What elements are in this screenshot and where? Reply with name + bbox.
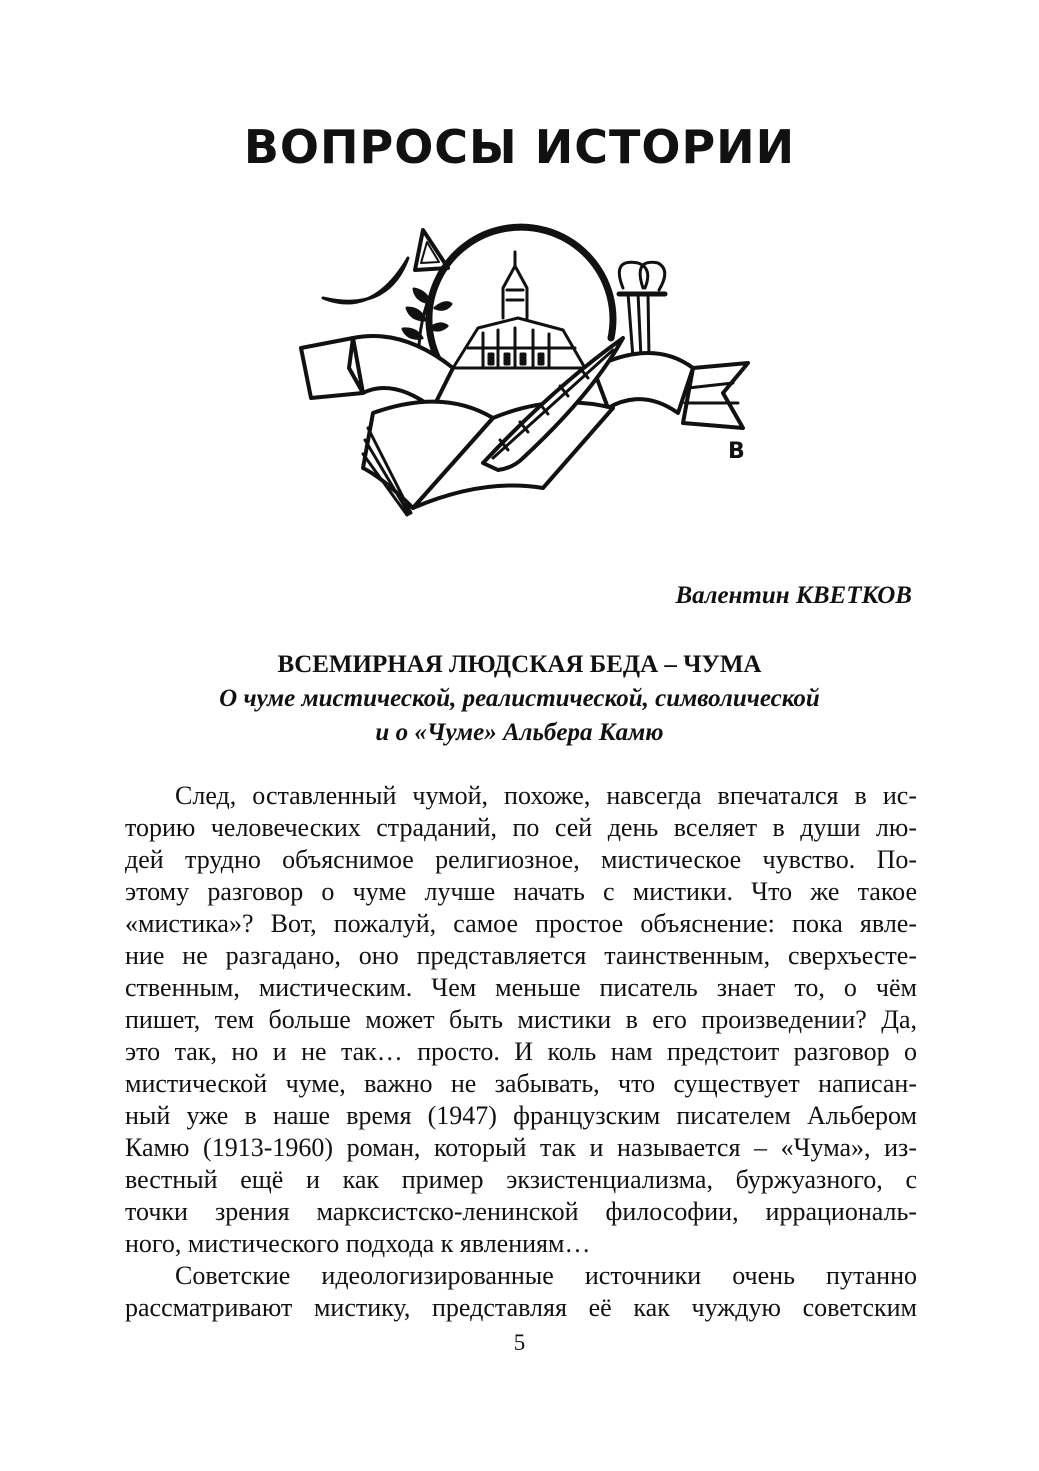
article-subtitle-line2: и о «Чуме» Альбера Камю — [375, 719, 664, 746]
body-line: ный уже в наше время (1947) французским писателем Альбером — [125, 1101, 917, 1130]
body-line: вестный ещё и как пример экзистенциализма, буржуазного, с — [125, 1165, 917, 1194]
body-line: ственным, мистическим. Чем меньше писатель знает то, о чём — [125, 973, 917, 1002]
article-heading — [0, 648, 1039, 750]
emblem-monogram: В — [728, 439, 745, 464]
page-number: 5 — [513, 1330, 526, 1355]
author-name: Валентин КВЕТКОВ — [675, 582, 912, 609]
body-line: пишет, тем больше может быть мистики в его произведении? Да, — [125, 1005, 917, 1034]
article-body — [125, 780, 917, 1324]
body-line: мистической чуме, важно не забывать, что существует написан- — [125, 1069, 917, 1098]
body-line: дей трудно объяснимое религиозное, мистическое чувство. По- — [125, 845, 917, 874]
body-line: Камю (1913-1960) роман, который так и называется – «Чума», из- — [125, 1133, 917, 1162]
article-title: ВСЕМИРНАЯ ЛЮДСКАЯ БЕДА – ЧУМА — [277, 651, 762, 678]
body-line: торию человеческих страданий, по сей день вселяет в души лю- — [125, 813, 917, 842]
body-line: «мистика»? Вот, пожалуй, самое простое объяснение: пока явле- — [125, 909, 917, 938]
body-line: ние не разгадано, оно представляется таинственным, сверхъесте- — [125, 941, 917, 970]
body-line: рассматривают мистику, представляя её как чуждую советским — [125, 1293, 917, 1322]
section-title: ВОПРОСЫ ИСТОРИИ — [243, 120, 796, 174]
body-line: ного, мистического подхода к явлениям… — [125, 1229, 591, 1258]
body-line: это так, но и не так… просто. И коль нам предстоит разговор о — [125, 1037, 917, 1066]
body-line: этому разговор о чуме лучше начать с мистики. Что же такое — [125, 877, 917, 906]
body-line: След, оставленный чумой, похоже, навсегда впечатался в ис- — [175, 781, 917, 810]
history-emblem-illustration — [293, 218, 763, 518]
body-line: точки зрения марксистско-ленинской философии, иррациональ- — [125, 1197, 917, 1226]
body-line: Советские идеологизированные источники очень путанно — [175, 1261, 917, 1290]
article-subtitle-line1: О чуме мистической, реалистической, символической — [219, 685, 820, 712]
